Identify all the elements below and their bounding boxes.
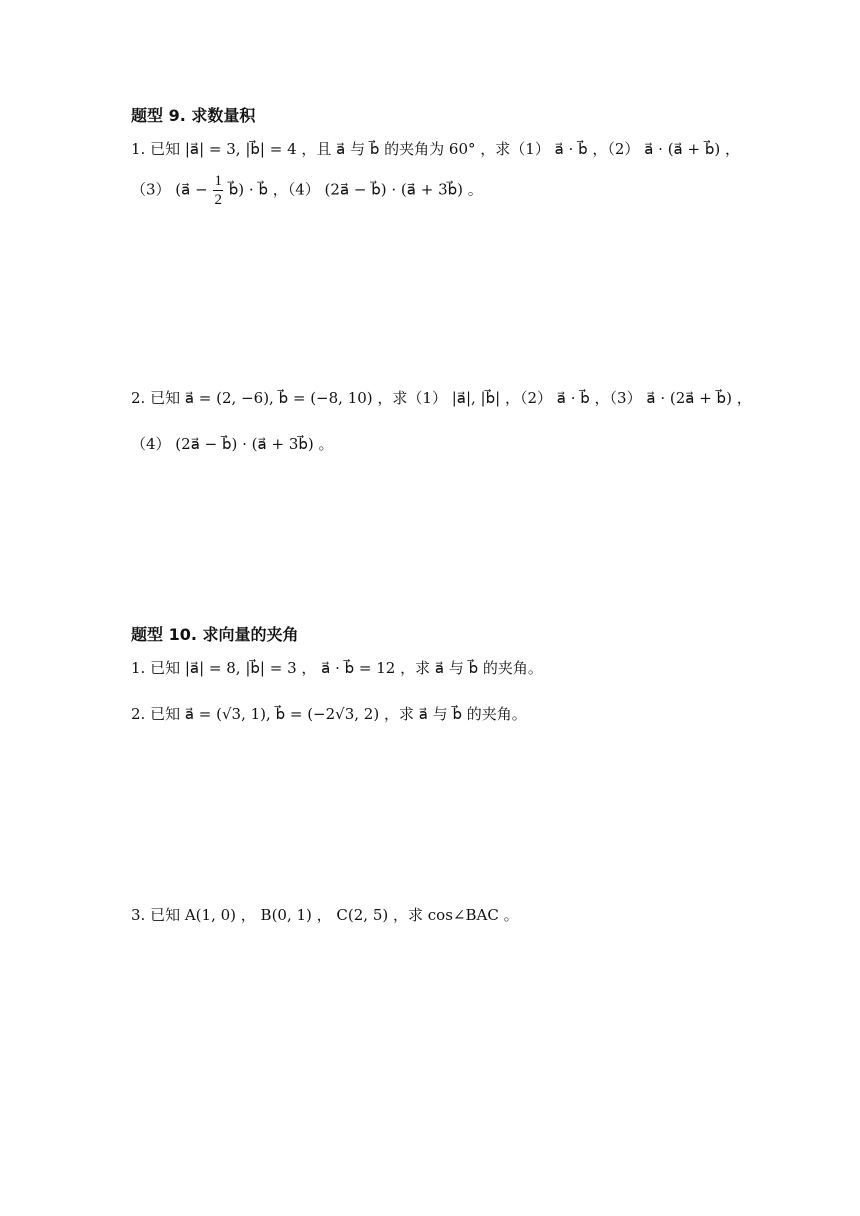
fraction-denominator: 2 bbox=[214, 192, 222, 208]
fraction-numerator: 1 bbox=[214, 173, 222, 189]
section-9-question-2-line-1: 2. 已知 a⃗ = (2, −6), b⃗ = (−8, 10) ，求（1） |a⃗|, |b⃗| ，（2） a⃗ · b⃗ ，（3） a⃗ · (2a⃗ + b⃗) ， bbox=[131, 389, 752, 407]
section-10-question-2: 2. 已知 a⃗ = (√3, 1), b⃗ = (−2√3, 2) ，求 a⃗ 与 b⃗ 的夹角。 bbox=[131, 705, 527, 723]
section-10-question-1: 1. 已知 |a⃗| = 8, |b⃗| = 3 ， a⃗ · b⃗ = 12 ，求 a⃗ 与 b⃗ 的夹角。 bbox=[131, 659, 543, 677]
fraction-one-half bbox=[213, 172, 223, 209]
section-9-heading: 题型 9. 求数量积 bbox=[131, 106, 256, 125]
question-1-line-2-part-2: b⃗) · b⃗ ，（4） (2a⃗ − b⃗) · (a⃗ + 3b⃗) 。 bbox=[228, 180, 483, 199]
section-9-question-2-line-2: （4） (2a⃗ − b⃗) · (a⃗ + 3b⃗) 。 bbox=[131, 435, 334, 453]
question-1-line-2-part-1: （3） (a⃗ − bbox=[131, 180, 208, 199]
section-10-question-3: 3. 已知 A(1, 0) ， B(0, 1) ， C(2, 5) ，求 cos∠BAC 。 bbox=[131, 906, 519, 924]
section-10-heading: 题型 10. 求向量的夹角 bbox=[131, 625, 299, 644]
section-9-question-1-line-2 bbox=[131, 172, 483, 209]
section-9-question-1-line-1: 1. 已知 |a⃗| = 3, |b⃗| = 4 ，且 a⃗ 与 b⃗ 的夹角为 60° ，求（1） a⃗ · b⃗ ，（2） a⃗ · (a⃗ + b⃗) ， bbox=[131, 140, 740, 158]
